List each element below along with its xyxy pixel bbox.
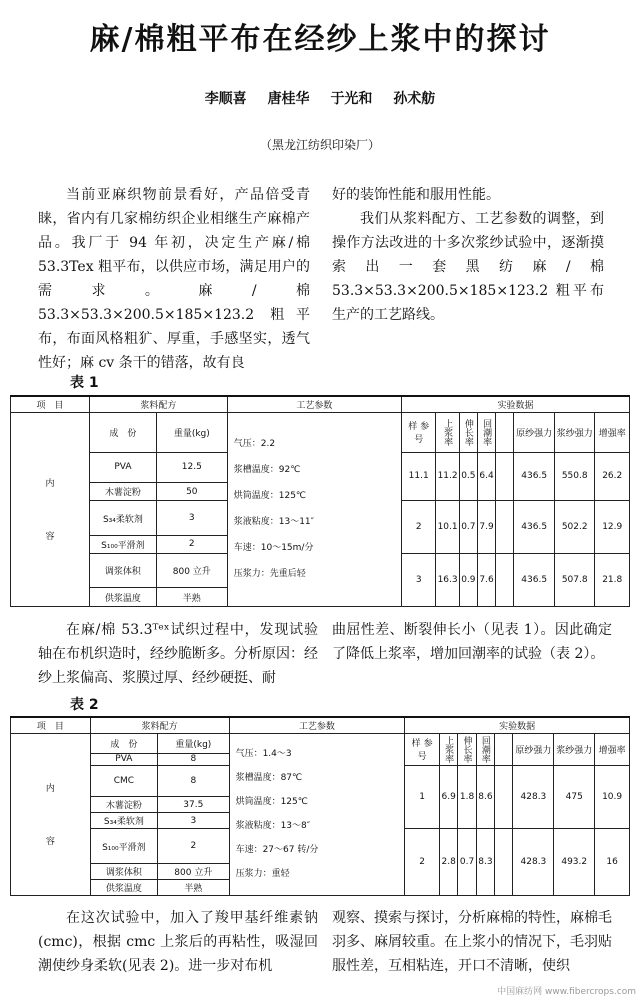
- header-test-data: 实验数据: [401, 396, 629, 412]
- recipe-weight: 37.5: [158, 797, 230, 813]
- intro-paragraph-end: 好的装饰性能和服用性能。: [332, 187, 500, 203]
- header-weight: 重量(kg): [156, 412, 227, 452]
- process-params: [229, 733, 405, 896]
- row-label-char: 容: [45, 837, 55, 848]
- recipe-weight: 半熟: [156, 588, 227, 607]
- header-param: 参: [423, 739, 433, 750]
- header-component: 成 份: [90, 733, 157, 753]
- intro-left-column: [38, 183, 310, 375]
- author-name: 李顺喜: [204, 91, 247, 107]
- mid-paragraph: 在麻/棉 53.3ᵀᵉˣ试织过程中，发现试验轴在布机织造时，经纱脆断多。分析原因：经纱上浆偏高、浆膜过厚、经纱硬挺、耐: [38, 622, 318, 686]
- process-param: 车速：27～67 转/分: [235, 845, 319, 856]
- recipe-name: 调浆体积: [90, 864, 157, 880]
- header-process: 工艺参数: [229, 717, 405, 733]
- header-recipe: 浆料配方: [90, 717, 229, 733]
- author-list: [0, 88, 640, 108]
- result-cell: 21.8: [595, 554, 630, 607]
- result-cell: 2: [405, 829, 440, 896]
- row-label-char: 内: [45, 784, 55, 795]
- result-cell: 6.4: [477, 452, 495, 501]
- result-cell: 10.1: [436, 501, 459, 554]
- recipe-weight: 2: [156, 535, 227, 553]
- header-col: 增强率: [595, 412, 630, 452]
- table-1-label: 表 1: [70, 375, 99, 391]
- bottom-paragraph: 观察、摸索与探讨，分析麻棉的特性，麻棉毛羽多、麻屑较重。在上浆小的情况下，毛羽贴服性差，互相粘连，开口不清晰，使织: [332, 910, 612, 974]
- author-name: 唐桂华: [267, 91, 310, 107]
- intro-right-column: [332, 183, 604, 327]
- process-param: 气压：2.2: [233, 439, 276, 450]
- result-cell: 0.7: [458, 829, 476, 896]
- process-params: [227, 412, 401, 607]
- recipe-name: PVA: [90, 753, 157, 766]
- recipe-name: 木薯淀粉: [90, 797, 157, 813]
- row-label: [11, 733, 91, 896]
- header-sample-param: [405, 733, 440, 766]
- process-param: 浆槽温度：87℃: [235, 773, 303, 784]
- mid-paragraph-end: 曲屈性差、断裂伸长小（见表 1）。因此确定了降低上浆率，增加回潮率的试验（表 2）。: [332, 622, 612, 662]
- process-param: 气压：1.4～3: [235, 749, 292, 760]
- recipe-name: CMC: [90, 766, 157, 797]
- mid-left-column: [38, 618, 318, 690]
- result-cell: 502.2: [554, 501, 595, 554]
- header-recipe: 浆料配方: [90, 396, 228, 412]
- process-param: 车速：10～15m/分: [233, 543, 314, 554]
- recipe-name: 供浆温度: [90, 880, 157, 896]
- header-sample: 样: [411, 739, 421, 750]
- header-col: 上浆率: [439, 733, 457, 766]
- header-col: 原纱强力: [514, 412, 555, 452]
- bottom-left-column: [38, 906, 318, 978]
- header-col-empty: [495, 733, 513, 766]
- header-col: 上浆率: [436, 412, 459, 452]
- result-cell: 7.9: [477, 501, 495, 554]
- table-2-label: 表 2: [70, 697, 99, 713]
- recipe-weight: 12.5: [156, 452, 227, 482]
- recipe-name: 木薯淀粉: [90, 482, 157, 500]
- process-param: 压浆力：先重后轻: [233, 569, 306, 580]
- header-item: 项 目: [11, 396, 90, 412]
- table-1: [10, 395, 630, 607]
- process-param: 浆槽温度：92℃: [233, 465, 301, 476]
- result-cell: 493.2: [554, 829, 595, 896]
- result-cell: 11.2: [436, 452, 459, 501]
- header-col: 浆纱强力: [554, 733, 595, 766]
- header-col: 伸长率: [459, 412, 477, 452]
- intro-paragraph: 我们从浆料配方、工艺参数的调整，到操作方法改进的十多次浆纱试验中，逐渐摸索出一套黑纺麻/棉 53.3×53.3×200.5×185×123.2 粗平布生产的工艺路线。: [332, 211, 604, 323]
- header-col: 浆纱强力: [554, 412, 595, 452]
- bottom-paragraph: 在这次试验中，加入了羧甲基纤维素钠(cmc)，根据 cmc 上浆后的再粘性，吸湿回潮使纱身柔软(见表 2)。进一步对布机: [38, 910, 318, 974]
- row-label-char: 内: [45, 479, 55, 490]
- result-cell: 11.1: [401, 452, 435, 501]
- result-cell: 12.9: [595, 501, 630, 554]
- recipe-weight: 3: [158, 813, 230, 829]
- header-item: 项 目: [11, 717, 91, 733]
- mid-right-column: [332, 618, 612, 666]
- recipe-name: S₁₀₀平滑剂: [90, 829, 157, 864]
- result-cell: 1: [405, 766, 440, 829]
- recipe-weight: 8: [158, 753, 230, 766]
- result-cell: 0.7: [459, 501, 477, 554]
- header-test-data: 实验数据: [405, 717, 630, 733]
- header-col: 原纱强力: [513, 733, 554, 766]
- header-col: 增强率: [595, 733, 630, 766]
- result-cell: 3: [401, 554, 435, 607]
- recipe-name: S₃₄柔软剂: [90, 813, 157, 829]
- process-param: 烘筒温度：125℃: [235, 797, 308, 808]
- header-param: 参: [420, 422, 430, 432]
- recipe-weight: 800 立升: [156, 554, 227, 588]
- recipe-weight: 8: [158, 766, 230, 797]
- result-cell: 2.8: [439, 829, 457, 896]
- article-title: 麻/棉粗平布在经纱上浆中的探讨: [89, 22, 551, 57]
- header-sample: 样: [408, 422, 418, 432]
- header-number: 号: [414, 435, 424, 445]
- header-component: 成 份: [90, 412, 157, 452]
- process-param: 浆液粘度：13～8″: [235, 821, 311, 832]
- result-cell: 550.8: [554, 452, 595, 501]
- result-cell: 436.5: [514, 452, 555, 501]
- intro-paragraph: 当前亚麻织物前景看好，产品倍受青睐，省内有几家棉纺织企业相继生产麻棉产品。我厂于 94 年初，决定生产麻/棉 53.3Tex 粗平布，以供应市场，满足用户的需求。麻/棉 53.3×53.3×200.5×185×123.2 粗平布，布面风格粗犷、厚重，手感坚实，透气性好；麻 cv 条干的错落，故有良: [38, 187, 310, 371]
- header-weight: 重量(kg): [158, 733, 230, 753]
- row-label-char: 容: [45, 532, 55, 543]
- recipe-weight: 50: [156, 482, 227, 500]
- recipe-name: 调浆体积: [90, 554, 157, 588]
- author-name: 于光和: [330, 91, 373, 107]
- result-cell: 8.3: [476, 829, 494, 896]
- result-cell: 428.3: [513, 766, 554, 829]
- header-sample-param: [401, 412, 435, 452]
- result-cell: 7.6: [477, 554, 495, 607]
- header-col-empty: [496, 412, 514, 452]
- result-cell: 428.3: [513, 829, 554, 896]
- recipe-name: PVA: [90, 452, 157, 482]
- recipe-name: 供浆温度: [90, 588, 157, 607]
- result-cell: 6.9: [439, 766, 457, 829]
- site-watermark: 中国麻纺网 www.fibercrops.com: [497, 987, 636, 997]
- header-col: 回潮率: [476, 733, 494, 766]
- process-param: 压浆力：重轻: [235, 869, 290, 880]
- result-cell: 1.8: [458, 766, 476, 829]
- result-cell: 507.8: [554, 554, 595, 607]
- recipe-weight: 半熟: [158, 880, 230, 896]
- header-col: 伸长率: [458, 733, 476, 766]
- result-cell: 0.5: [459, 452, 477, 501]
- recipe-name: S₁₀₀平滑剂: [90, 535, 157, 553]
- result-cell: 475: [554, 766, 595, 829]
- result-cell: 2: [401, 501, 435, 554]
- result-cell: 436.5: [514, 554, 555, 607]
- affiliation: （黑龙江纺织印染厂）: [259, 138, 380, 152]
- result-cell: 16.3: [436, 554, 459, 607]
- result-cell: 8.6: [476, 766, 494, 829]
- result-cell: 436.5: [514, 501, 555, 554]
- result-cell: 10.9: [595, 766, 630, 829]
- row-label: [11, 412, 90, 607]
- bottom-right-column: [332, 906, 612, 978]
- header-col: 回潮率: [477, 412, 495, 452]
- author-name: 孙术舫: [393, 91, 436, 107]
- process-param: 烘筒温度：125℃: [233, 491, 307, 502]
- result-cell: 0.9: [459, 554, 477, 607]
- process-param: 浆液粘度：13～11″: [233, 517, 315, 528]
- recipe-weight: 3: [156, 501, 227, 535]
- header-process: 工艺参数: [227, 396, 401, 412]
- header-number: 号: [417, 752, 427, 763]
- result-cell: 26.2: [595, 452, 630, 501]
- result-cell: 16: [595, 829, 630, 896]
- recipe-weight: 800 立升: [158, 864, 230, 880]
- recipe-name: S₃₄柔软剂: [90, 501, 157, 535]
- recipe-weight: 2: [158, 829, 230, 864]
- table-2: [10, 716, 630, 896]
